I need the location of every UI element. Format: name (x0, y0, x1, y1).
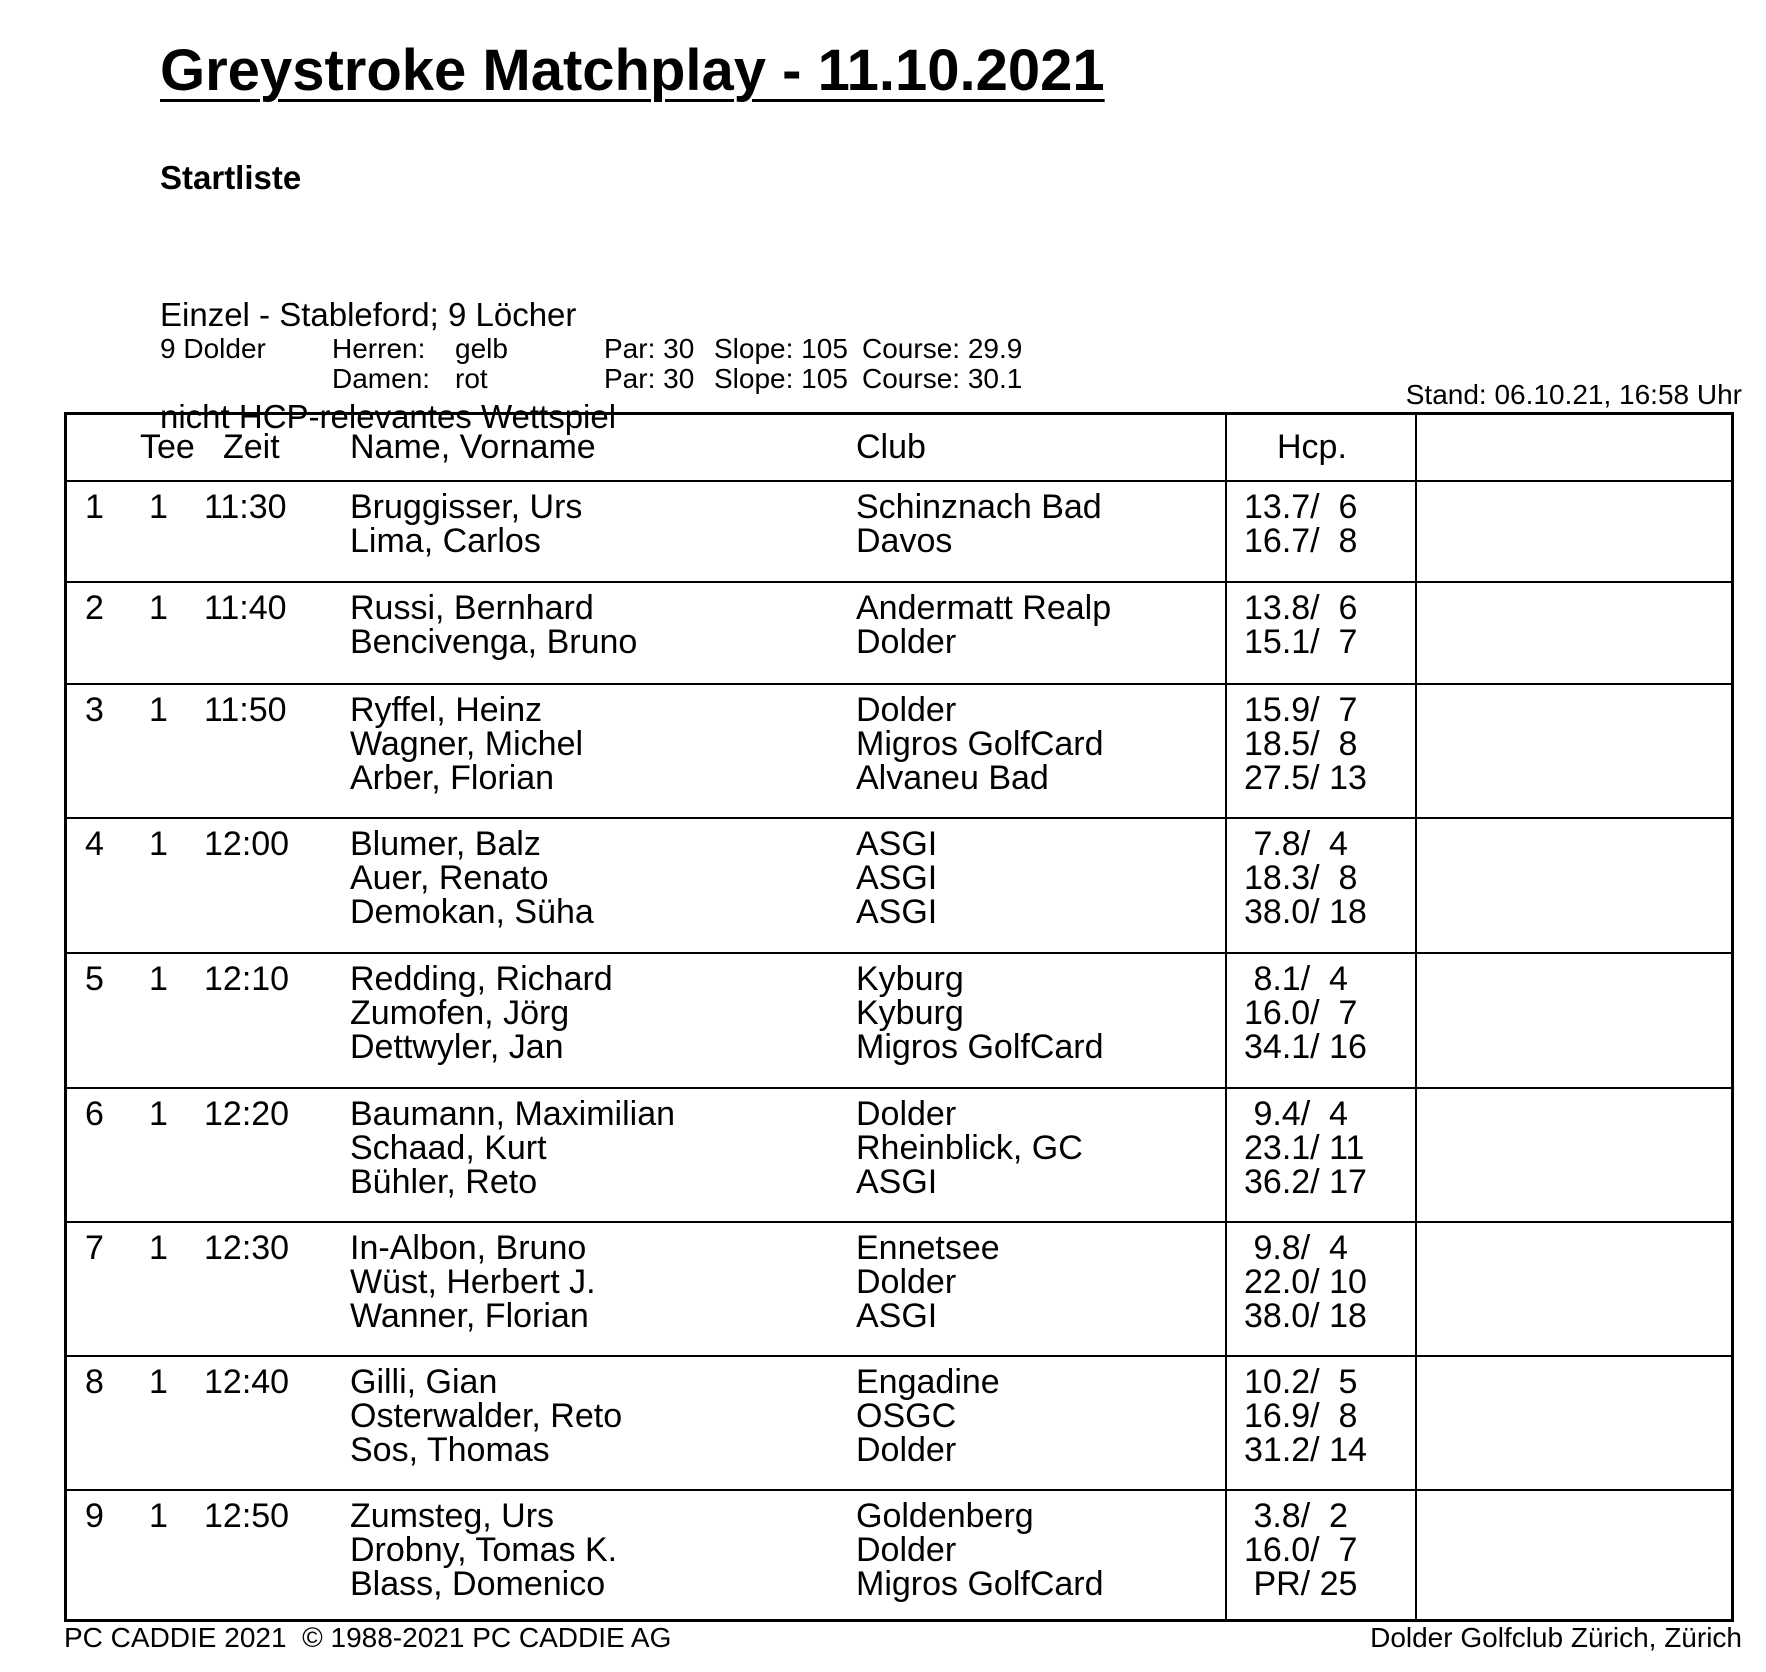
player-name: Demokan, Süha (350, 893, 594, 931)
player-name: Wagner, Michel (350, 725, 584, 763)
player-names (350, 1365, 622, 1467)
player-names (350, 827, 594, 929)
player-club: Dolder (856, 691, 957, 729)
player-club: Goldenberg (856, 1497, 1034, 1535)
player-name: Auer, Renato (350, 859, 549, 897)
men-course: Course: 29.9 (862, 333, 1023, 364)
player-club: Migros GolfCard (856, 1565, 1104, 1603)
player-club: Andermatt Realp (856, 589, 1112, 627)
player-clubs (856, 591, 1111, 659)
player-names (350, 693, 583, 795)
player-hcp: 18.5/ 8 (1244, 725, 1358, 763)
group-tee: 1 (149, 488, 168, 526)
row-divider (67, 817, 1731, 819)
player-club: Ennetsee (856, 1229, 1000, 1267)
player-names (350, 1231, 596, 1333)
group-tee: 1 (149, 589, 168, 627)
player-hcp: 23.1/ 11 (1244, 1129, 1365, 1167)
player-handicaps (1244, 1097, 1367, 1199)
player-club: Engadine (856, 1363, 1000, 1401)
player-club: Migros GolfCard (856, 725, 1104, 763)
group-number: 5 (85, 960, 104, 998)
group-tee: 1 (149, 691, 168, 729)
player-club: Kyburg (856, 994, 964, 1032)
footer-club: Dolder Golfclub Zürich, Zürich (1370, 1622, 1742, 1653)
player-names (350, 962, 613, 1064)
group-time: 12:20 (204, 1095, 290, 1133)
format-line-2: nicht HCP-relevantes Wettspiel (160, 398, 617, 435)
table-row (67, 1355, 1731, 1489)
player-handicaps (1244, 591, 1357, 659)
player-club: Alvaneu Bad (856, 759, 1049, 797)
player-clubs (856, 490, 1102, 558)
player-club: Dolder (856, 1531, 957, 1569)
page-subtitle: Startliste (160, 159, 302, 196)
player-hcp: 18.3/ 8 (1244, 859, 1358, 897)
group-number: 1 (85, 488, 104, 526)
group-time: 12:40 (204, 1363, 290, 1401)
player-hcp: 15.9/ 7 (1244, 691, 1358, 729)
player-name: Ryffel, Heinz (350, 691, 543, 729)
group-time: 11:40 (204, 589, 287, 627)
player-hcp: 34.1/ 16 (1244, 1028, 1367, 1066)
group-number: 9 (85, 1497, 104, 1535)
row-divider (67, 581, 1731, 583)
player-name: Schaad, Kurt (350, 1129, 547, 1167)
course-name: 9 Dolder (160, 333, 266, 364)
player-club: Davos (856, 522, 953, 560)
table-row (67, 952, 1731, 1087)
player-name: Gilli, Gian (350, 1363, 498, 1401)
player-handicaps (1244, 962, 1367, 1064)
table-row (67, 1221, 1731, 1355)
player-clubs (856, 962, 1104, 1064)
player-handicaps (1244, 827, 1367, 929)
player-name: Drobny, Tomas K. (350, 1531, 618, 1569)
player-club: Dolder (856, 1263, 957, 1301)
player-hcp: 16.0/ 7 (1244, 994, 1358, 1032)
row-divider (67, 952, 1731, 954)
player-club: ASGI (856, 1297, 938, 1335)
player-name: Bühler, Reto (350, 1163, 538, 1201)
women-label: Damen: (332, 363, 431, 394)
row-divider (67, 1221, 1731, 1223)
player-club: Dolder (856, 1095, 957, 1133)
player-names (350, 490, 582, 558)
group-time: 12:30 (204, 1229, 290, 1267)
header-name: Name, Vorname (350, 428, 596, 466)
footer-copyright: PC CADDIE 2021 © 1988-2021 PC CADDIE AG (64, 1622, 672, 1653)
player-handicaps (1244, 490, 1357, 558)
player-names (350, 1499, 617, 1601)
player-hcp: 15.1/ 7 (1244, 623, 1358, 661)
group-number: 8 (85, 1363, 104, 1401)
player-hcp: 22.0/ 10 (1244, 1263, 1367, 1301)
player-names (350, 1097, 675, 1199)
group-number: 6 (85, 1095, 104, 1133)
group-tee: 1 (149, 1229, 168, 1267)
table-row (67, 581, 1731, 683)
player-hcp: 16.9/ 8 (1244, 1397, 1358, 1435)
header-time: Zeit (223, 428, 280, 466)
player-club: Dolder (856, 1431, 957, 1469)
player-names (350, 591, 637, 659)
player-hcp: 31.2/ 14 (1244, 1431, 1367, 1469)
group-time: 11:30 (204, 488, 287, 526)
player-club: ASGI (856, 825, 938, 863)
player-hcp: 8.1/ 4 (1244, 960, 1348, 998)
player-club: OSGC (856, 1397, 957, 1435)
player-club: Rheinblick, GC (856, 1129, 1083, 1167)
player-name: Baumann, Maximilian (350, 1095, 676, 1133)
player-hcp: 38.0/ 18 (1244, 1297, 1367, 1335)
player-hcp: 9.8/ 4 (1244, 1229, 1348, 1267)
table-row (67, 817, 1731, 952)
player-name: Bruggisser, Urs (350, 488, 583, 526)
player-handicaps (1244, 1231, 1367, 1333)
group-number: 7 (85, 1229, 104, 1267)
status-timestamp: Stand: 06.10.21, 16:58 Uhr (1405, 379, 1742, 410)
player-hcp: 16.0/ 7 (1244, 1531, 1358, 1569)
player-name: Blumer, Balz (350, 825, 541, 863)
player-clubs (856, 1499, 1104, 1601)
player-clubs (856, 1365, 1000, 1467)
player-clubs (856, 1231, 1000, 1333)
player-name: Russi, Bernhard (350, 589, 594, 627)
group-time: 12:50 (204, 1497, 290, 1535)
header-club: Club (856, 428, 926, 466)
player-club: Kyburg (856, 960, 964, 998)
row-divider (67, 1489, 1731, 1491)
player-name: Bencivenga, Bruno (350, 623, 638, 661)
row-divider (67, 683, 1731, 685)
player-name: Osterwalder, Reto (350, 1397, 623, 1435)
table-row (67, 480, 1731, 581)
group-time: 11:50 (204, 691, 287, 729)
women-slope: Slope: 105 (714, 363, 848, 394)
player-club: ASGI (856, 859, 938, 897)
group-tee: 1 (149, 1363, 168, 1401)
header-tee: Tee (140, 428, 195, 466)
player-hcp: 7.8/ 4 (1244, 825, 1348, 863)
player-name: Wanner, Florian (350, 1297, 589, 1335)
player-hcp: 16.7/ 8 (1244, 522, 1358, 560)
player-hcp: 13.7/ 6 (1244, 488, 1358, 526)
start-list-table (64, 412, 1734, 1622)
group-time: 12:10 (204, 960, 290, 998)
women-par: Par: 30 (604, 363, 695, 394)
player-hcp: 27.5/ 13 (1244, 759, 1367, 797)
player-handicaps (1244, 693, 1367, 795)
player-hcp: 10.2/ 5 (1244, 1363, 1358, 1401)
player-hcp: PR/ 25 (1244, 1565, 1358, 1603)
table-row (67, 683, 1731, 817)
player-club: Migros GolfCard (856, 1028, 1104, 1066)
player-hcp: 38.0/ 18 (1244, 893, 1367, 931)
player-name: Redding, Richard (350, 960, 613, 998)
player-hcp: 3.8/ 2 (1244, 1497, 1348, 1535)
player-hcp: 13.8/ 6 (1244, 589, 1358, 627)
player-clubs (856, 827, 937, 929)
player-club: ASGI (856, 893, 938, 931)
player-club: Dolder (856, 623, 957, 661)
group-time: 12:00 (204, 825, 290, 863)
player-hcp: 36.2/ 17 (1244, 1163, 1367, 1201)
group-tee: 1 (149, 1497, 168, 1535)
player-handicaps (1244, 1365, 1367, 1467)
player-name: Sos, Thomas (350, 1431, 550, 1469)
table-row (67, 1489, 1731, 1619)
player-name: Blass, Domenico (350, 1565, 606, 1603)
player-club: ASGI (856, 1163, 938, 1201)
player-club: Schinznach Bad (856, 488, 1102, 526)
row-divider (67, 1087, 1731, 1089)
group-number: 2 (85, 589, 104, 627)
player-name: Dettwyler, Jan (350, 1028, 564, 1066)
group-number: 4 (85, 825, 104, 863)
group-tee: 1 (149, 960, 168, 998)
group-number: 3 (85, 691, 104, 729)
women-tee: rot (455, 363, 488, 394)
player-name: Lima, Carlos (350, 522, 541, 560)
player-clubs (856, 1097, 1083, 1199)
player-name: Wüst, Herbert J. (350, 1263, 596, 1301)
player-hcp: 9.4/ 4 (1244, 1095, 1348, 1133)
player-name: Arber, Florian (350, 759, 555, 797)
women-course: Course: 30.1 (862, 363, 1023, 394)
player-name: Zumofen, Jörg (350, 994, 570, 1032)
page-title: Greystroke Matchplay - 11.10.2021 (160, 38, 1105, 103)
player-clubs (856, 693, 1104, 795)
row-divider (67, 1355, 1731, 1357)
player-handicaps (1244, 1499, 1357, 1601)
player-name: In-Albon, Bruno (350, 1229, 587, 1267)
group-tee: 1 (149, 825, 168, 863)
men-label: Herren: (332, 333, 426, 364)
men-slope: Slope: 105 (714, 333, 848, 364)
format-line-1: Einzel - Stableford; 9 Löcher (160, 296, 577, 333)
table-row (67, 1087, 1731, 1221)
group-tee: 1 (149, 1095, 168, 1133)
men-par: Par: 30 (604, 333, 695, 364)
men-tee: gelb (455, 333, 508, 364)
header-hcp: Hcp. (1277, 428, 1347, 466)
player-name: Zumsteg, Urs (350, 1497, 555, 1535)
